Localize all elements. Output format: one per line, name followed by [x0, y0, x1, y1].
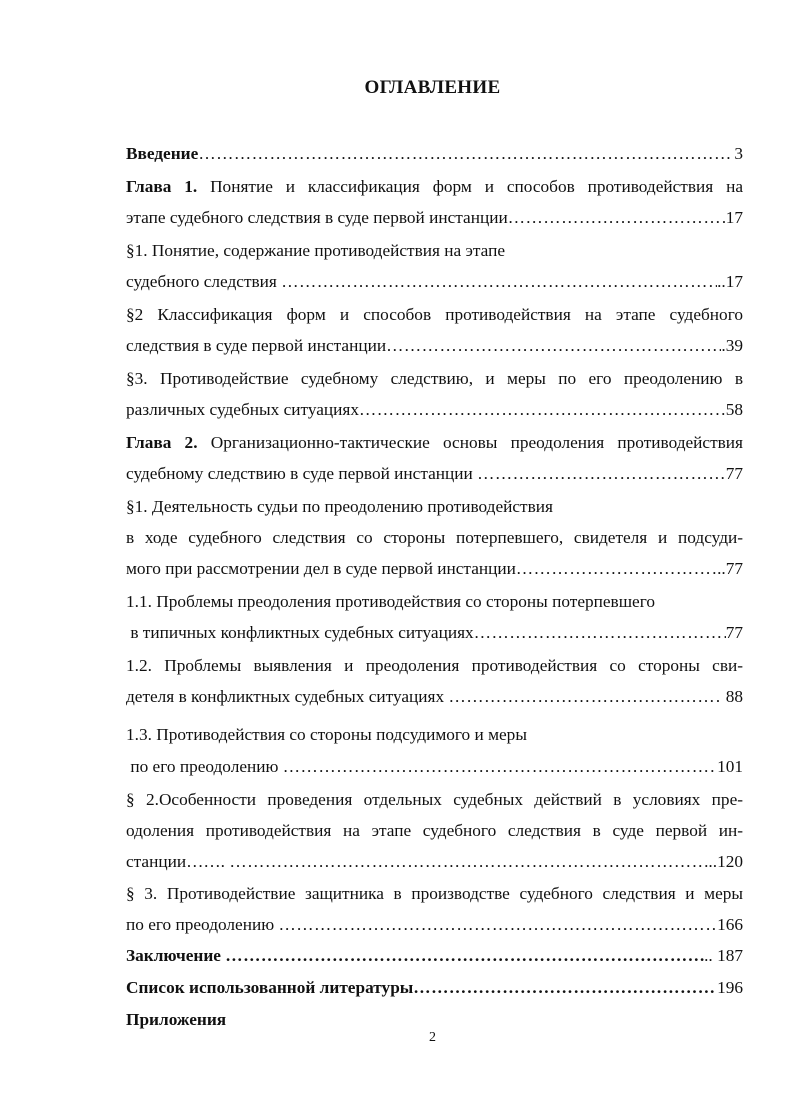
section-1-1-line1: §1. Понятие, содержание противодействия на этапе	[126, 241, 506, 260]
section-1-2-line2: следствия в суде первой инстанции	[126, 336, 387, 355]
chapter-2-title-line1: Организационно-тактические основы преодоления противодействия	[197, 433, 743, 452]
toc-entry-chapter-1-cont	[126, 205, 743, 231]
section-2-1-page: ..77	[717, 559, 743, 578]
section-2-3-page: 166	[717, 915, 743, 934]
leader-dots	[198, 141, 730, 167]
subsection-1-2-page: 88	[721, 687, 743, 706]
toc-entry-subsection-1-2	[126, 653, 743, 679]
subsection-1-3-page: 101	[717, 757, 743, 776]
toc-intro-page: 3	[730, 144, 743, 163]
toc-entry-section-2-2-line2	[126, 818, 743, 844]
chapter-1-prefix: Глава 1.	[126, 177, 198, 196]
toc-entry-section-1-2-cont	[126, 333, 743, 359]
leader-dots	[386, 333, 721, 359]
section-2-1-line1: §1. Деятельность судьи по преодолению противодействия	[126, 497, 553, 516]
toc-entry-section-2-2-cont	[126, 849, 743, 875]
section-1-1-line2: судебного следствия	[126, 272, 282, 291]
toc-entry-intro	[126, 141, 743, 167]
toc-entry-subsection-1-1-cont	[126, 620, 743, 646]
subsection-1-2-line1: 1.2. Проблемы выявления и преодоления противодействия со стороны сви-	[126, 656, 743, 675]
toc-entry-chapter-1	[126, 174, 743, 200]
leader-dots	[477, 461, 726, 487]
section-2-3-line1: § 3. Противодействие защитника в производстве судебного следствия и меры	[126, 884, 743, 903]
leader-dots	[448, 684, 721, 710]
section-2-2-line3: станции…….	[126, 852, 230, 871]
subsection-1-3-line1: 1.3. Противодействия со стороны подсудимого и меры	[126, 725, 527, 744]
section-1-2-page: .39	[721, 336, 743, 355]
toc-entry-chapter-2	[126, 430, 743, 456]
leader-dots	[359, 397, 726, 423]
subsection-1-1-line1: 1.1. Проблемы преодоления противодействия со стороны потерпевшего	[126, 592, 655, 611]
chapter-2-prefix: Глава 2.	[126, 433, 198, 452]
subsection-1-1-line2: в типичных конфликтных судебных ситуациях	[126, 623, 474, 642]
leader-dots	[474, 620, 726, 646]
chapter-1-title-line1: Понятие и классификация форм и способов противодействия на	[197, 177, 743, 196]
toc-entry-subsection-1-2-cont	[126, 684, 743, 710]
toc-entry-section-2-3-cont	[126, 912, 743, 938]
subsection-1-3-line2: по его преодолению	[126, 757, 283, 776]
leader-dots	[413, 975, 717, 1001]
toc-entry-subsection-1-1	[126, 589, 743, 615]
toc-intro-label: Введение	[126, 144, 199, 163]
toc-entry-section-2-1-cont	[126, 556, 743, 582]
section-2-2-line2: одоления противодействия на этапе судебного следствия в суде первой ин-	[126, 821, 743, 840]
toc-entry-section-1-1	[126, 238, 743, 264]
leader-dots	[281, 269, 717, 295]
chapter-1-page: 17	[725, 208, 743, 227]
toc-entry-section-1-1-cont	[126, 269, 743, 295]
section-1-1-page: ..17	[717, 272, 743, 291]
leader-dots	[283, 754, 717, 780]
subsection-1-1-page: 77	[725, 623, 743, 642]
toc-entry-section-2-2	[126, 787, 743, 813]
chapter-1-title-line2: этапе судебного следствия в суде первой инстанции	[126, 208, 508, 227]
leader-dots	[225, 943, 704, 969]
section-2-1-line3: мого при рассмотрении дел в суде первой инстанции	[126, 559, 516, 578]
section-1-3-line2: различных судебных ситуациях	[126, 400, 360, 419]
conclusion-page: .. 187	[704, 946, 743, 965]
toc-entry-section-1-2	[126, 302, 743, 328]
toc-entry-section-1-3-cont	[126, 397, 743, 423]
toc-entry-chapter-2-cont	[126, 461, 743, 487]
section-1-3-line1: §3. Противодействие судебному следствию, и меры по его преодолению в	[126, 369, 743, 388]
toc-entry-literature	[126, 975, 743, 1001]
section-2-1-line2: в ходе судебного следствия со стороны потерпевшего, свидетеля и подсуди-	[126, 528, 743, 547]
toc-entry-section-2-1	[126, 494, 743, 520]
toc-entry-conclusion	[126, 943, 743, 969]
chapter-2-page: 77	[725, 464, 743, 483]
section-1-3-page: 58	[725, 400, 743, 419]
section-1-2-line1: §2 Классификация форм и способов противодействия на этапе судебного	[126, 305, 743, 324]
page-number: 2	[429, 1030, 436, 1045]
leader-dots	[508, 205, 726, 231]
section-2-2-page: ...120	[704, 852, 743, 871]
literature-page: 196	[717, 978, 743, 997]
toc-entry-section-2-1-line2	[126, 525, 743, 551]
page-title: ОГЛАВЛЕНИЕ	[364, 77, 501, 98]
toc-entry-subsection-1-3-cont	[126, 754, 743, 780]
toc-entry-section-1-3	[126, 366, 743, 392]
leader-dots	[229, 849, 704, 875]
subsection-1-2-line2: детеля в конфликтных судебных ситуациях	[126, 687, 449, 706]
leader-dots	[516, 556, 717, 582]
section-2-3-line2: по его преодолению	[126, 915, 279, 934]
literature-label: Список использованной литературы	[126, 978, 414, 997]
toc-entry-subsection-1-3	[126, 722, 743, 748]
toc-entry-section-2-3	[126, 881, 743, 907]
conclusion-label: Заключение	[126, 946, 226, 965]
chapter-2-title-line2: судебному следствию в суде первой инстанции	[126, 464, 478, 483]
leader-dots	[278, 912, 717, 938]
appendix-label: Приложения	[126, 1010, 227, 1029]
section-2-2-line1: § 2.Особенности проведения отдельных судебных действий в условиях пре-	[126, 790, 743, 809]
